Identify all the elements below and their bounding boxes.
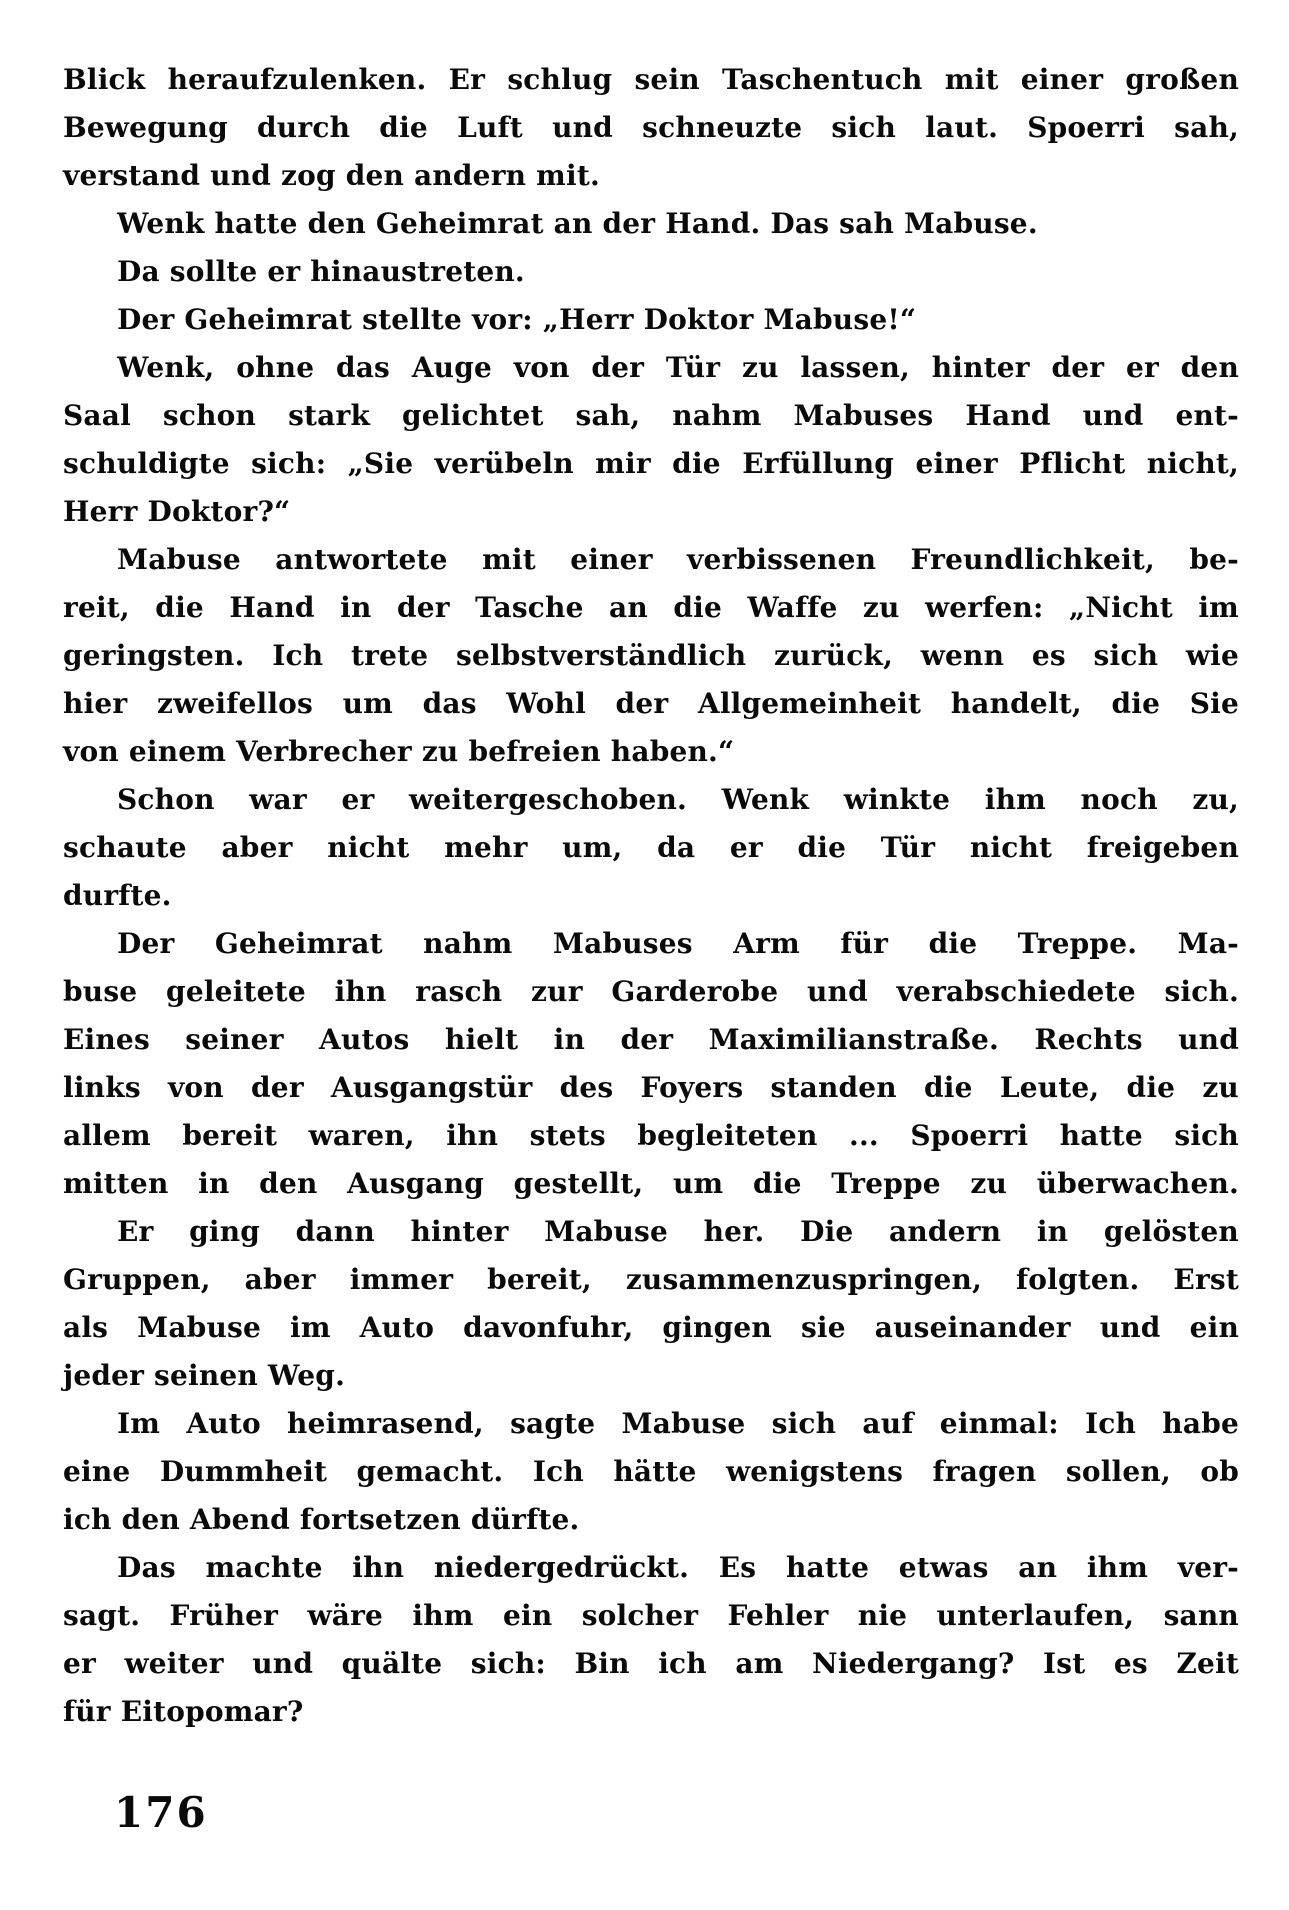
text-line: Der Geheimrat nahm Mabuses Arm für die Treppe. Ma- [117, 927, 1239, 960]
text-line: Gruppen, aber immer bereit, zusammenzuspringen, folgten. Erst [63, 1263, 1239, 1296]
text-line: von einem Verbrecher zu befreien haben.“ [63, 735, 735, 768]
text-line: für Eitopomar? [63, 1695, 304, 1728]
text-line: hier zweifellos um das Wohl der Allgemeinheit handelt, die Sie [63, 687, 1239, 720]
text-line: jeder seinen Weg. [63, 1359, 346, 1392]
text-line: Saal schon stark gelichtet sah, nahm Mabuses Hand und ent- [63, 399, 1239, 432]
text-line: buse geleitete ihn rasch zur Garderobe und verabschiedete sich. [63, 975, 1239, 1008]
text-line: ich den Abend fortsetzen dürfte. [63, 1503, 580, 1536]
text-line: Da sollte er hinaustreten. [117, 255, 525, 288]
text-line: Wenk, ohne das Auge von der Tür zu lassen, hinter der er den [117, 351, 1239, 384]
text-line: Eines seiner Autos hielt in der Maximilianstraße. Rechts und [63, 1023, 1239, 1056]
text-line: geringsten. Ich trete selbstverständlich zurück, wenn es sich wie [63, 639, 1239, 672]
text-line: Bewegung durch die Luft und schneuzte sich laut. Spoerri sah, [63, 111, 1239, 144]
page-number: 176 [114, 1788, 208, 1837]
text-line: mitten in den Ausgang gestellt, um die Treppe zu überwachen. [63, 1167, 1239, 1200]
text-line: Blick heraufzulenken. Er schlug sein Taschentuch mit einer großen [63, 63, 1239, 96]
text-line: verstand und zog den andern mit. [63, 159, 600, 192]
text-line: sagt. Früher wäre ihm ein solcher Fehler nie unterlaufen, sann [63, 1599, 1239, 1632]
text-line: Der Geheimrat stellte vor: „Herr Doktor Mabuse!“ [117, 303, 917, 336]
text-line: eine Dummheit gemacht. Ich hätte wenigstens fragen sollen, ob [63, 1455, 1239, 1488]
text-line: links von der Ausgangstür des Foyers standen die Leute, die zu [63, 1071, 1239, 1104]
text-line: allem bereit waren, ihn stets begleiteten ... Spoerri hatte sich [63, 1119, 1239, 1152]
text-line: reit, die Hand in der Tasche an die Waffe zu werfen: „Nicht im [63, 591, 1239, 624]
text-line: Wenk hatte den Geheimrat an der Hand. Das sah Mabuse. [117, 207, 1038, 240]
text-line: Herr Doktor?“ [63, 495, 291, 528]
text-line: Mabuse antwortete mit einer verbissenen Freundlichkeit, be- [117, 543, 1239, 576]
text-line: als Mabuse im Auto davonfuhr, gingen sie auseinander und ein [63, 1311, 1239, 1344]
text-block [63, 56, 1239, 1736]
text-line: Im Auto heimrasend, sagte Mabuse sich auf einmal: Ich habe [117, 1407, 1239, 1440]
text-line: schuldigte sich: „Sie verübeln mir die Erfüllung einer Pflicht nicht, [63, 447, 1239, 480]
text-line: durfte. [63, 879, 172, 912]
text-line: schaute aber nicht mehr um, da er die Tür nicht freigeben [63, 831, 1239, 864]
text-line: Schon war er weitergeschoben. Wenk winkte ihm noch zu, [117, 783, 1239, 816]
text-line: Das machte ihn niedergedrückt. Es hatte etwas an ihm ver- [117, 1551, 1239, 1584]
text-line: Er ging dann hinter Mabuse her. Die andern in gelösten [117, 1215, 1239, 1248]
text-line: er weiter und quälte sich: Bin ich am Niedergang? Ist es Zeit [63, 1647, 1239, 1680]
